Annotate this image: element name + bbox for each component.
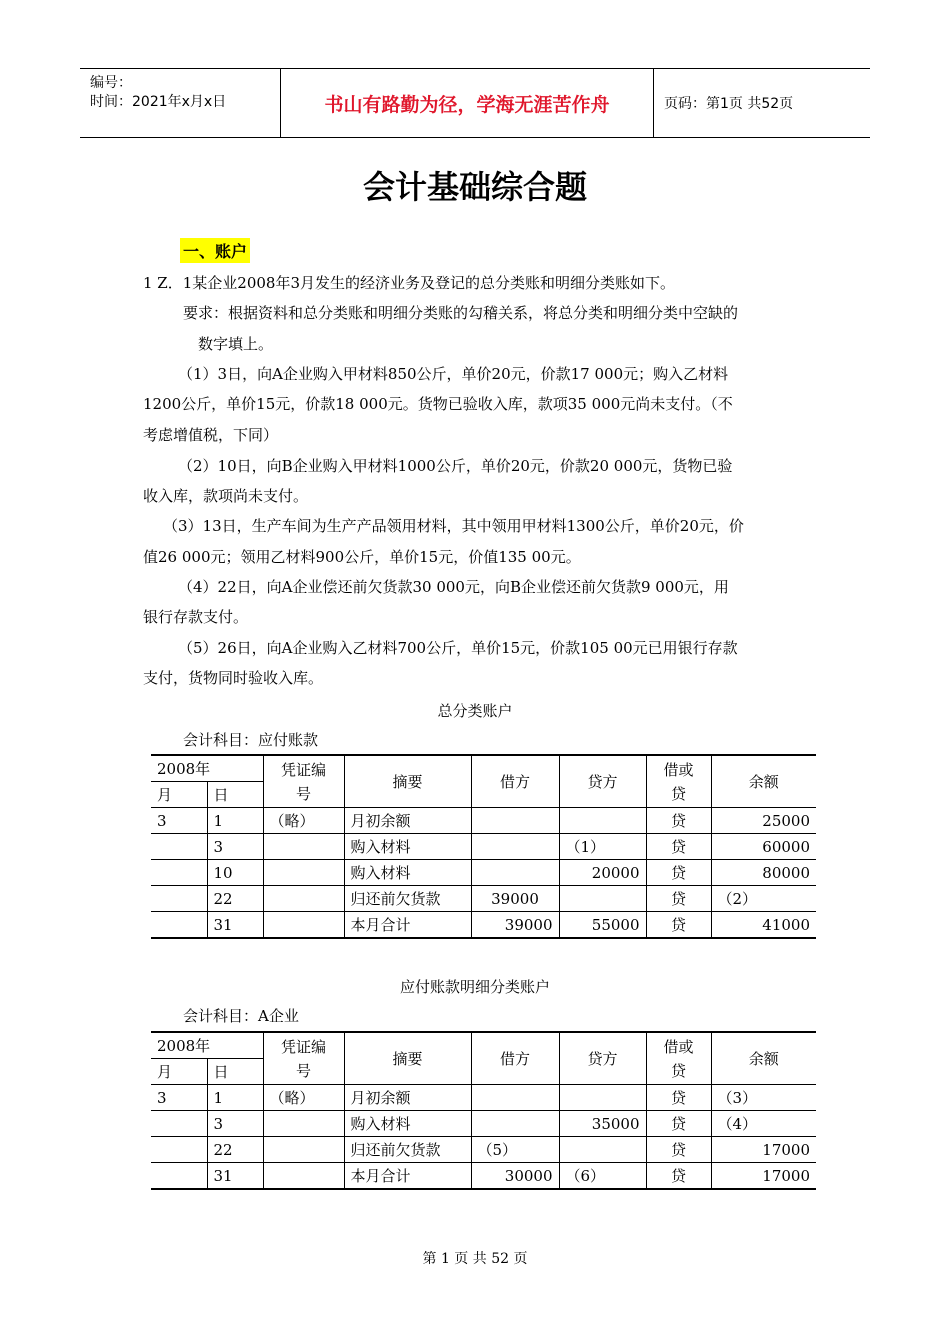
credit-cell (559, 1137, 646, 1163)
debit-cell: （5） (471, 1137, 559, 1163)
day-cell: 10 (207, 860, 263, 886)
table-row (151, 834, 816, 860)
debit-cell (471, 860, 559, 886)
table-row (151, 1163, 816, 1190)
credit-cell: （6） (559, 1163, 646, 1190)
balance-cell: 25000 (711, 808, 816, 834)
day-cell: 1 (207, 1085, 263, 1111)
problem-item-line: （5）26日，向A企业购入乙材料700公斤，单价15元，价款105 00元已用银行存款 (178, 639, 738, 657)
problem-requirement-line: 数字填上。 (198, 335, 274, 353)
day-cell: 31 (207, 912, 263, 939)
direction-header-line: 借或 (663, 760, 694, 779)
problem-item-line: 值26 000元；领用乙材料900公斤，单价15元，价值135 00元。 (143, 548, 581, 566)
voucher-cell (263, 912, 344, 939)
day-header: 日 (207, 1059, 263, 1085)
direction-header-line: 借或 (663, 1037, 694, 1056)
balance-cell: （2） (711, 886, 816, 912)
ledger-caption: 应付账款明细分类账户 (399, 978, 550, 996)
debit-cell (471, 808, 559, 834)
table-row (151, 1111, 816, 1137)
balance-header: 余额 (711, 1032, 816, 1085)
problem-item-line: 银行存款支付。 (143, 608, 249, 626)
page-footer: 第 1 页 共 52 页 (422, 1251, 528, 1267)
voucher-cell (263, 886, 344, 912)
summary-cell: 月初余额 (344, 808, 471, 834)
voucher-cell: （略） (263, 1085, 344, 1111)
voucher-cell: （略） (263, 808, 344, 834)
direction-cell: 贷 (646, 886, 711, 912)
problem-item-line: 支付，货物同时验收入库。 (143, 669, 324, 687)
direction-cell: 贷 (646, 860, 711, 886)
debit-cell: 30000 (471, 1163, 559, 1190)
voucher-cell (263, 1137, 344, 1163)
header-page-info: 页码：第1页 共52页 (664, 96, 794, 112)
voucher-header (263, 1032, 344, 1085)
voucher-header-line: 号 (295, 1061, 311, 1080)
table-row (151, 808, 816, 834)
day-cell: 1 (207, 808, 263, 834)
debit-cell: 39000 (471, 912, 559, 939)
direction-cell: 贷 (646, 834, 711, 860)
header-motto: 书山有路勤为径，学海无涯苦作舟 (281, 69, 654, 137)
ledger-caption: 总分类账户 (437, 702, 513, 720)
balance-cell: 41000 (711, 912, 816, 939)
month-cell (151, 912, 207, 939)
voucher-cell (263, 860, 344, 886)
month-cell (151, 1111, 207, 1137)
problem-item-line: （1）3日，向A企业购入甲材料850公斤，单价20元，价款17 000元；购入乙材料 (178, 365, 729, 383)
debit-header: 借方 (471, 755, 559, 808)
problem-item-line: （2）10日，向B企业购入甲材料1000公斤，单价20元，价款20 000元，货物已验 (178, 457, 733, 475)
year-header: 2008年 (151, 1032, 263, 1059)
direction-header (646, 755, 711, 808)
problem-item-line: （3）13日，生产车间为生产产品领用材料，其中领用甲材料1300公斤，单价20元，价 (163, 517, 744, 535)
summary-cell: 购入材料 (344, 1111, 471, 1137)
voucher-cell (263, 834, 344, 860)
general-ledger-table (151, 754, 816, 939)
document-time-label: 时间：2021年x月x日 (90, 94, 227, 110)
voucher-header-line: 凭证编 (280, 760, 326, 779)
direction-cell: 贷 (646, 1163, 711, 1190)
month-header: 月 (151, 782, 207, 808)
credit-cell: （1） (559, 834, 646, 860)
header-meta (80, 69, 281, 137)
debit-cell (471, 834, 559, 860)
direction-header (646, 1032, 711, 1085)
summary-cell: 购入材料 (344, 834, 471, 860)
voucher-cell (263, 1111, 344, 1137)
direction-cell: 贷 (646, 1137, 711, 1163)
voucher-cell (263, 1163, 344, 1190)
problem-requirement-line: 要求：根据资料和总分类账和明细分类账的勾稽关系，将总分类和明细分类中空缺的 (183, 304, 739, 322)
day-cell: 3 (207, 1111, 263, 1137)
ledger-subject: 会计科目：A企业 (183, 1007, 299, 1025)
balance-cell: （4） (711, 1111, 816, 1137)
balance-cell: 60000 (711, 834, 816, 860)
table-row (151, 886, 816, 912)
balance-cell: 17000 (711, 1137, 816, 1163)
balance-cell: 17000 (711, 1163, 816, 1190)
summary-cell: 月初余额 (344, 1085, 471, 1111)
document-title: 会计基础综合题 (362, 168, 587, 206)
problem-item-line: 收入库，款项尚未支付。 (143, 487, 309, 505)
year-header: 2008年 (151, 755, 263, 782)
table-header-row (151, 1032, 816, 1059)
month-cell (151, 886, 207, 912)
credit-cell: 55000 (559, 912, 646, 939)
problem-item-line: 1200公斤，单价15元，价款18 000元。货物已验收入库，款项35 000元尚未支付。（不 (143, 395, 733, 413)
voucher-header-line: 号 (295, 784, 311, 803)
day-cell: 3 (207, 834, 263, 860)
month-cell: 3 (151, 1085, 207, 1111)
debit-header: 借方 (471, 1032, 559, 1085)
debit-cell (471, 1085, 559, 1111)
month-cell (151, 1163, 207, 1190)
balance-cell: 80000 (711, 860, 816, 886)
page-header (80, 68, 870, 138)
day-header: 日 (207, 782, 263, 808)
month-cell (151, 834, 207, 860)
summary-cell: 购入材料 (344, 860, 471, 886)
voucher-header-line: 凭证编 (280, 1037, 326, 1056)
day-cell: 31 (207, 1163, 263, 1190)
credit-cell (559, 1085, 646, 1111)
credit-cell: 20000 (559, 860, 646, 886)
direction-cell: 贷 (646, 912, 711, 939)
table-row (151, 860, 816, 886)
table-row (151, 1137, 816, 1163)
summary-cell: 归还前欠货款 (344, 1137, 471, 1163)
day-cell: 22 (207, 886, 263, 912)
summary-cell: 本月合计 (344, 1163, 471, 1190)
ledger-subject: 会计科目：应付账款 (183, 731, 319, 749)
summary-header: 摘要 (344, 1032, 471, 1085)
detail-ledger-table (151, 1031, 816, 1190)
debit-cell (471, 1111, 559, 1137)
balance-cell: （3） (711, 1085, 816, 1111)
problem-item-line: 考虑增值税，下同） (143, 426, 279, 444)
debit-cell: 39000 (471, 886, 559, 912)
problem-item-line: （4）22日，向A企业偿还前欠货款30 000元，向B企业偿还前欠货款9 000元，用 (178, 578, 729, 596)
direction-header-line: 贷 (670, 784, 686, 803)
problem-intro: 1 Z．1某企业2008年3月发生的经济业务及登记的总分类账和明细分类账如下。 (143, 274, 675, 292)
summary-cell: 本月合计 (344, 912, 471, 939)
direction-cell: 贷 (646, 808, 711, 834)
balance-header: 余额 (711, 755, 816, 808)
month-cell (151, 1137, 207, 1163)
voucher-header (263, 755, 344, 808)
credit-header: 贷方 (559, 1032, 646, 1085)
direction-cell: 贷 (646, 1085, 711, 1111)
direction-cell: 贷 (646, 1111, 711, 1137)
month-cell: 3 (151, 808, 207, 834)
document-number-label: 编号： (90, 75, 132, 91)
direction-header-line: 贷 (670, 1061, 686, 1080)
credit-cell: 35000 (559, 1111, 646, 1137)
month-cell (151, 860, 207, 886)
table-row (151, 912, 816, 939)
summary-header: 摘要 (344, 755, 471, 808)
section-heading: 一、账户 (180, 238, 250, 263)
month-header: 月 (151, 1059, 207, 1085)
day-cell: 22 (207, 1137, 263, 1163)
table-row (151, 1085, 816, 1111)
credit-header: 贷方 (559, 755, 646, 808)
summary-cell: 归还前欠货款 (344, 886, 471, 912)
credit-cell (559, 808, 646, 834)
credit-cell (559, 886, 646, 912)
table-header-row (151, 755, 816, 782)
